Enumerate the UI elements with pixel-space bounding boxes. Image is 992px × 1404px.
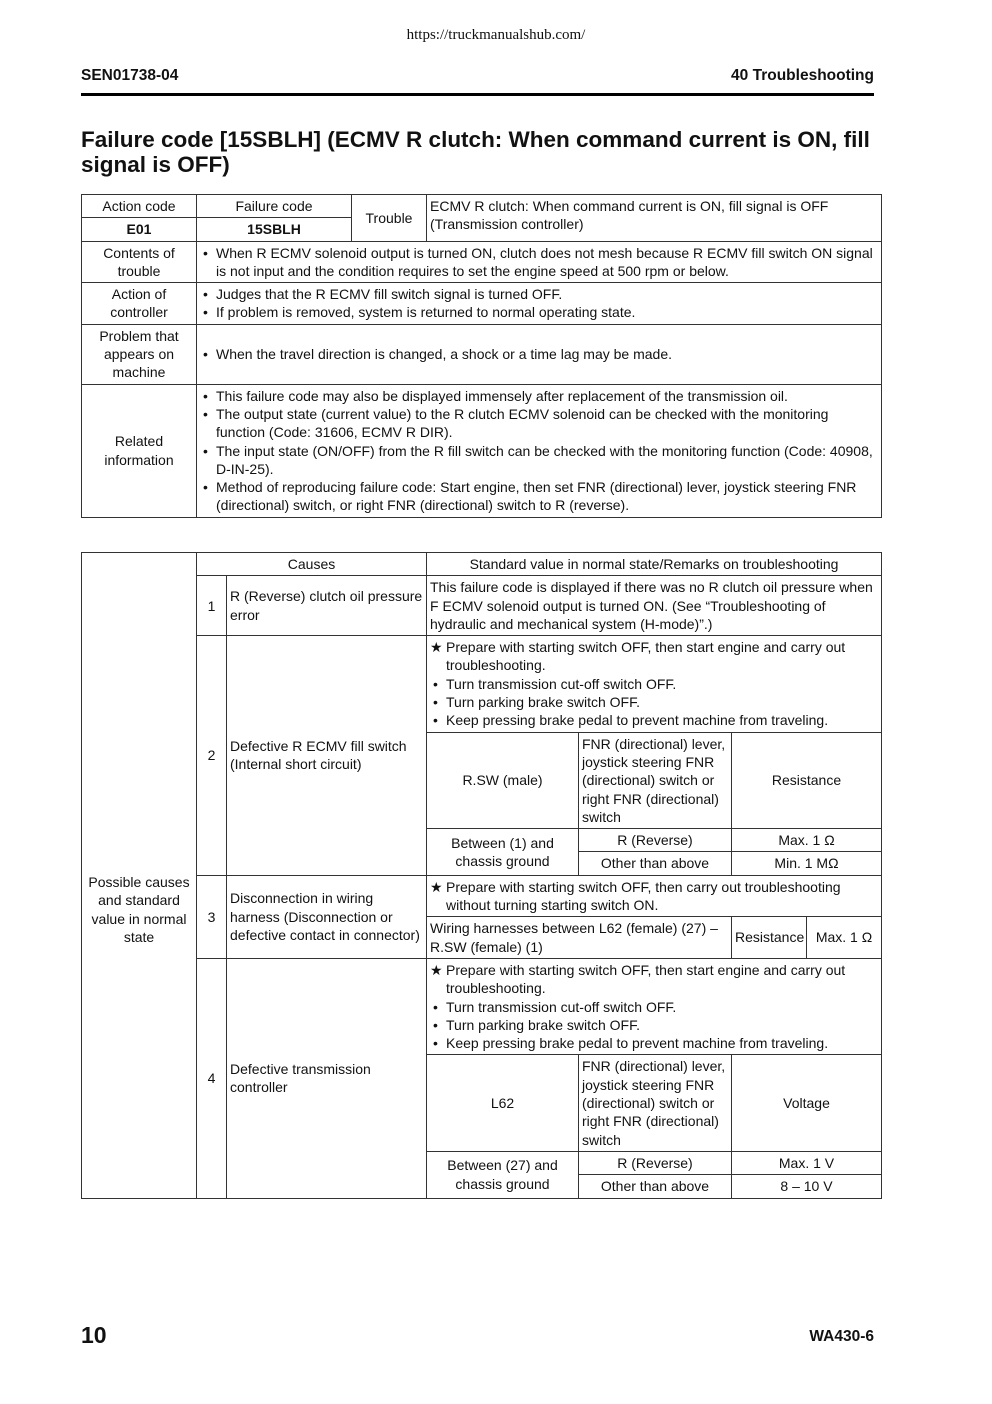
failure-code-label: Failure code [197, 195, 352, 218]
procedure-step: • Turn transmission cut-off switch OFF. [430, 675, 878, 693]
condition: Other than above [579, 852, 732, 875]
star-note: ★ Prepare with starting switch OFF, then carry out troubleshooting without turning starting switch ON. [430, 878, 878, 915]
cause-procedure [427, 636, 882, 732]
star-note: ★ Prepare with starting switch OFF, then start engine and carry out troubleshooting. [430, 638, 878, 675]
connector-name: R.SW (male) [427, 732, 579, 828]
action-code-label: Action code [82, 195, 197, 218]
action-item: • If problem is removed, system is returned to normal operating state. [200, 303, 878, 321]
action-item: • Judges that the R ECMV fill switch signal is turned OFF. [200, 285, 878, 303]
causes-table [81, 552, 882, 1199]
model-name: WA430-6 [809, 1328, 874, 1345]
page-number: 10 [81, 1322, 107, 1348]
fnr-header: FNR (directional) lever, joystick steering FNR (directional) switch or right FNR (directional) switch [579, 732, 732, 828]
cause-number: 2 [197, 636, 227, 876]
standard-value: Min. 1 MΩ [732, 852, 882, 875]
contents-item: • When R ECMV solenoid output is turned ON, clutch does not mesh because R ECMV fill switch ON signal is not input and the condition requires to set the engine speed at 500 rpm or below. [200, 244, 878, 281]
action-cell [197, 283, 882, 325]
failure-code: 15SBLH [197, 218, 352, 241]
trouble-label: Trouble [352, 195, 427, 242]
measure-between: Between (27) and chassis ground [427, 1151, 579, 1198]
related-cell [197, 384, 882, 517]
failure-info-table [81, 194, 882, 518]
cause-number: 4 [197, 958, 227, 1198]
standard-value: Max. 1 Ω [807, 917, 882, 959]
source-url: https://truckmanualshub.com/ [406, 27, 586, 43]
condition: R (Reverse) [579, 829, 732, 852]
procedure-step: • Keep pressing brake pedal to prevent machine from traveling. [430, 711, 878, 729]
header-rule [81, 93, 874, 96]
star-note: ★ Prepare with starting switch OFF, then start engine and carry out troubleshooting. [430, 961, 878, 998]
standard-header: Standard value in normal state/Remarks on troubleshooting [427, 553, 882, 576]
cause-procedure [427, 875, 882, 917]
related-item: • Method of reproducing failure code: Start engine, then set FNR (directional) lever, joystick steering FNR (directional) switch, or right FNR (directional) switch to R (reverse). [200, 478, 878, 515]
cause-procedure [427, 958, 882, 1054]
related-item: • The input state (ON/OFF) from the R fill switch can be checked with the monitoring function (Code: 40908, D-IN-25). [200, 442, 878, 479]
possible-causes-label: Possible causes and standard value in normal state [82, 553, 197, 1199]
page-title: Failure code [15SBLH] (ECMV R clutch: When command current is ON, fill signal is OFF) [81, 127, 870, 177]
action-label: Action of controller [82, 283, 197, 325]
condition: Other than above [579, 1175, 732, 1198]
related-label: Related information [82, 384, 197, 517]
procedure-step: • Turn parking brake switch OFF. [430, 693, 878, 711]
document-id: SEN01738-04 [81, 67, 179, 84]
cause-text: Defective R ECMV fill switch (Internal short circuit) [227, 636, 427, 876]
cause-number: 3 [197, 875, 227, 958]
measure-between: Between (1) and chassis ground [427, 829, 579, 876]
measure-type: Resistance [732, 917, 807, 959]
connector-name: L62 [427, 1055, 579, 1151]
section-title: 40 Troubleshooting [731, 67, 874, 84]
procedure-step: • Keep pressing brake pedal to prevent machine from traveling. [430, 1034, 878, 1052]
standard-value: Max. 1 Ω [732, 829, 882, 852]
contents-cell [197, 241, 882, 283]
harness-description: Wiring harnesses between L62 (female) (27) – R.SW (female) (1) [427, 917, 732, 959]
related-item: • The output state (current value) to the R clutch ECMV solenoid can be checked with the monitoring function (Code: 31606, ECMV R DIR). [200, 405, 878, 442]
procedure-step: • Turn transmission cut-off switch OFF. [430, 998, 878, 1016]
cause-text: R (Reverse) clutch oil pressure error [227, 576, 427, 636]
standard-value: Max. 1 V [732, 1151, 882, 1174]
cause-number: 1 [197, 576, 227, 636]
cause-remark: This failure code is displayed if there was no R clutch oil pressure when F ECMV solenoid output is turned ON. (See “Troubleshooting of hydraulic and mechanical system (H-mode)”.) [427, 576, 882, 636]
trouble-description: ECMV R clutch: When command current is ON, fill signal is OFF (Transmission controller) [427, 195, 882, 242]
standard-value: 8 – 10 V [732, 1175, 882, 1198]
problem-label: Problem that appears on machine [82, 324, 197, 384]
measure-type: Resistance [732, 732, 882, 828]
related-item: • This failure code may also be displayed immensely after replacement of the transmission oil. [200, 387, 878, 405]
action-code: E01 [82, 218, 197, 241]
procedure-step: • Turn parking brake switch OFF. [430, 1016, 878, 1034]
condition: R (Reverse) [579, 1151, 732, 1174]
measure-type: Voltage [732, 1055, 882, 1151]
contents-label: Contents of trouble [82, 241, 197, 283]
cause-text: Disconnection in wiring harness (Disconnection or defective contact in connector) [227, 875, 427, 958]
causes-header: Causes [197, 553, 427, 576]
cause-text: Defective transmission controller [227, 958, 427, 1198]
problem-cell [197, 324, 882, 384]
problem-item: • When the travel direction is changed, a shock or a time lag may be made. [200, 345, 878, 363]
fnr-header: FNR (directional) lever, joystick steering FNR (directional) switch or right FNR (directional) switch [579, 1055, 732, 1151]
